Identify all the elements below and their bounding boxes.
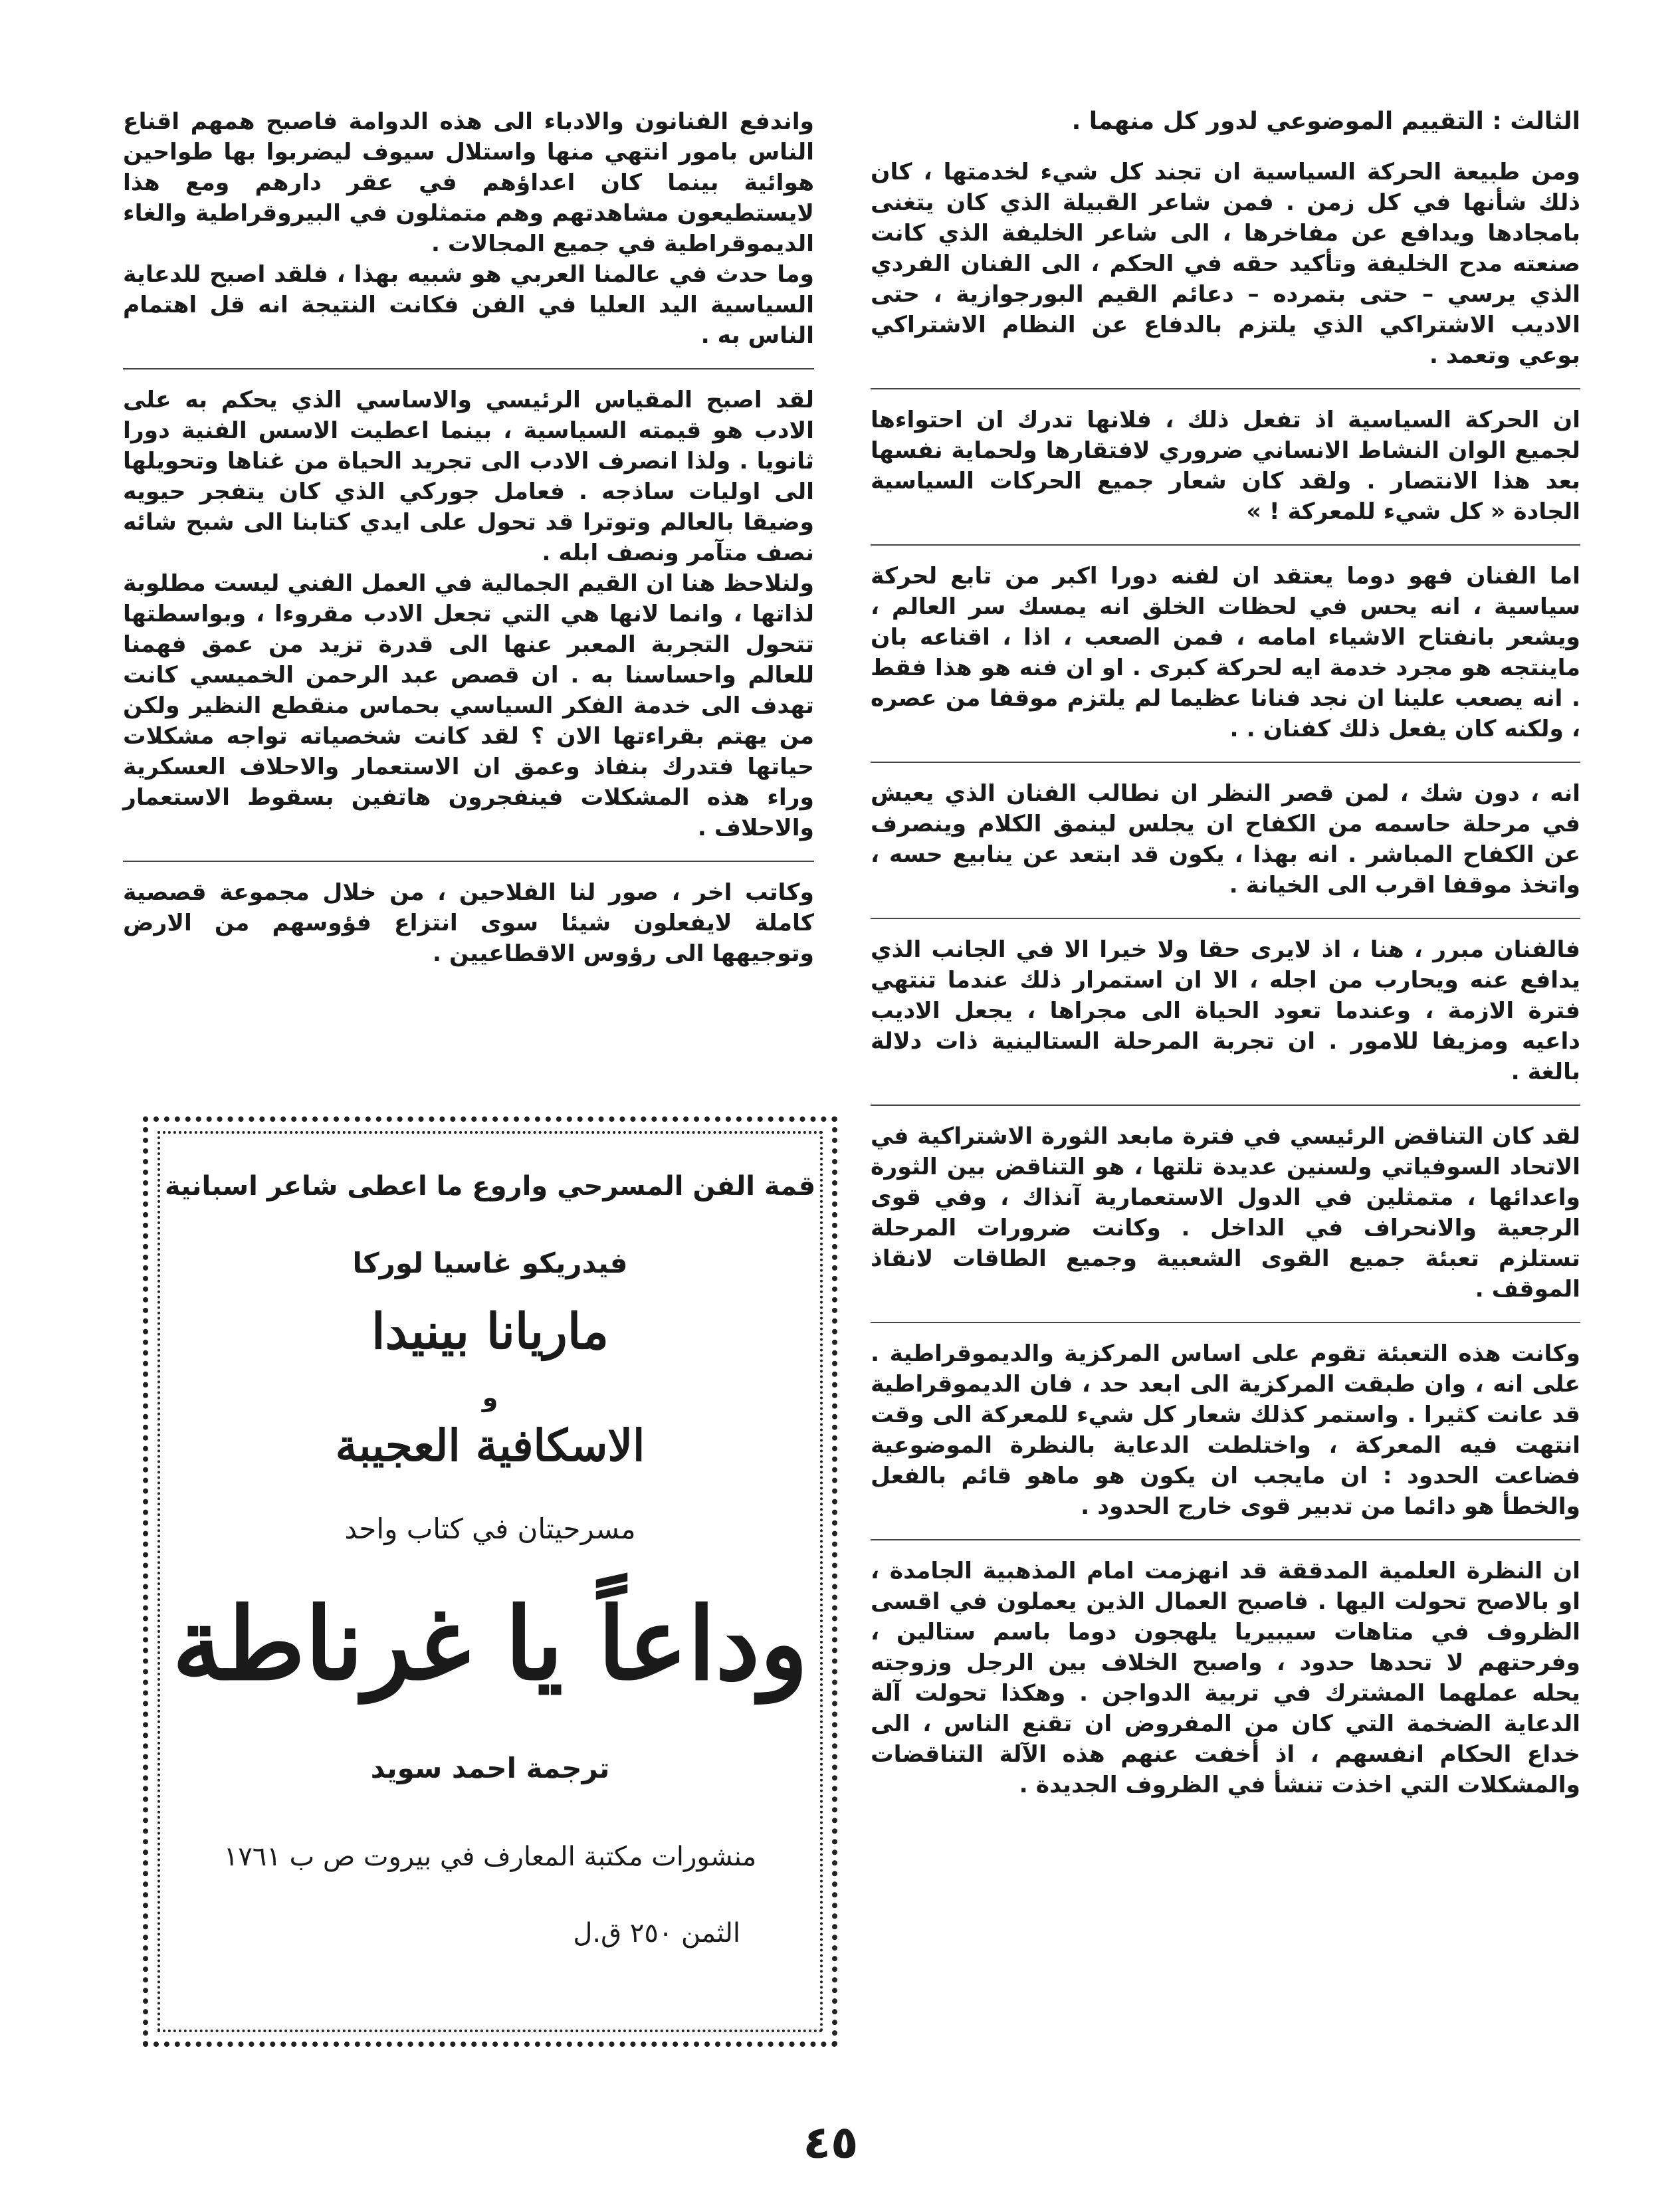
paragraph-divider [871,1539,1580,1541]
paragraph: ان الحركة السياسية اذ تفعل ذلك ، فلانها تدرك ان احتواءها لجميع الوان النشاط الانساني ضروري لافتقارها ولحماية نفسها بعد هذا الانتصار . ولقد كان شعار جميع الحركات السياسية الجادة « كل شيء للمعركة ! » [871,407,1580,525]
page-number: ٤٥ [803,2117,859,2169]
paragraph-divider [871,762,1580,764]
paragraph-divider [123,368,814,370]
paragraph: لقد اصبح المقياس الرئيسي والاساسي الذي يحكم به على الادب هو قيمته السياسية ، بينما اعطيت الاسس الفنية دورا ثانويا . ولذا انصرف الادب الى تجريد الحياة من غناها وتحويلها الى اوليات ساذجه . فعامل جوركي الذي كان يتفجر حيويه وضيقا بالعالم وتوترا قد تحول على ايدي كتابنا الى شبح شائه نصف متآمر ونصف ابله . [123,387,814,566]
paragraph: ومن طبيعة الحركة السياسية ان تجند كل شيء لخدمتها ، كان ذلك شأنها في كل زمن . فمن شاعر القبيلة الذي كان يتغنى بامجادها ويدافع عن مفاخرها ، الى شاعر الخليفة الذي كانت صنعته مدح الخليفة وتأكيد حقه في الحكم ، الى الفنان الفردي الذي يرسي – حتى بتمرده – دعائم القيم البورجوازية ، حتى الاديب الاشتراكي الذي يلتزم بالدفاع عن النظام الاشتراكي بوعي وتعمد . [871,159,1580,369]
paragraph-divider [871,918,1580,920]
ad-play-title-two: الاسكافية العجيبة [335,1420,645,1471]
paragraph: لقد كان التناقض الرئيسي في فترة مابعد الثورة الاشتراكية في الاتحاد السوفياتي ولسنين عديدة تلتها ، هو التناقض بين الثورة واعدائها ، متمثلين في الدول الاستعمارية آنذاك ، وفي قوى الرجعية والانحراف في الداخل . وكانت ضرورات المرحلة تستلزم تعبئة جميع القوى الشعبية وجميع الطاقات لانقاذ الموقف . [871,1123,1580,1303]
ad-subtitle: مسرحيتان في كتاب واحد [344,1513,636,1545]
ad-tagline: قمة الفن المسرحي واروع ما اعطى شاعر اسبانية [164,1171,816,1202]
paragraph: اما الفنان فهو دوما يعتقد ان لفنه دورا اكبر من تابع لحركة سياسية ، انه يحس في لحظات الخلق انه يمسك سر العالم ، ويشعر بانفتاح الاشياء امامه ، فمن الصعب ، اذا ، اقناعه بان ماينتجه هو مجرد خدمة ايه لحركة كبرى . او ان فنه هو هذا فقط . انه يصعب علينا ان نجد فنانا عظيما لم يلتزم موقفا من عصره ، ولكنه كان يفعل ذلك كفنان . . [871,563,1580,742]
paragraph-divider [123,861,814,863]
right-column [871,106,1580,1800]
ad-price: الثمن ٢٥٠ ق.ل [573,1918,740,1948]
ad-translator: ترجمة احمد سويد [370,1752,610,1784]
paragraph: وما حدث في عالمنا العربي هو شبيه بهذا ، فلقد اصبح للدعاية السياسية اليد العليا في الفن فكانت النتيجة انه قل اهتمام الناس به . [123,261,814,349]
paragraph: ان النظرة العلمية المدققة قد انهزمت امام المذهبية الجامدة ، او بالاصح تحولت اليها . فاصبح العمال الذين يعملون في اقسى الظروف في متاهات سيبيريا يلهجون دوما باسم ستالين ، وفرحتهم لا تحدها حدود ، واصبح الخلاف بين الرجل وزوجته يحله عملهما المشترك في تربية الدواجن . وهكذا تحولت آلة الدعاية الضخمة التي كان من المفروض ان تقنع الناس ، الى خداع الحكام انفسهم ، اذ أخفت عنهم هذه الآلة التناقضات والمشكلات التي اخذت تنشأ في الظروف الجديدة . [871,1558,1580,1798]
paragraph: انه ، دون شك ، لمن قصر النظر ان نطالب الفنان الذي يعيش في مرحلة حاسمه من الكفاح ان يجلس لينمق الكلام وينصرف عن الكفاح المباشر . انه بهذا ، يكون قد ابتعد عن ينابيع حسه ، واتخذ موقفا اقرب الى الخيانة . [871,780,1580,898]
advertisement-inner-border [158,1131,823,2032]
paragraph-divider [871,544,1580,546]
paragraph-divider [871,1322,1580,1324]
paragraph-divider [871,1104,1580,1106]
paragraph: ولنلاحظ هنا ان القيم الجمالية في العمل الفني ليست مطلوبة لذاتها ، وانما لانها هي التي تجعل الادب مقروءا ، وبواسطتها تتحول التجربة المعبر عنها الى قدرة تزيد من عمق فهمنا للعالم واحساسنا به . ان قصص عبد الرحمن الخميسي كانت تهدف الى خدمة الفكر السياسي بحماس منقطع النظير ولكن من يهتم بقراءتها الان ؟ لقد كانت شخصياته تواجه مشكلات حياتها فتدرك بنفاذ وعمق ان الاستعمار والاحلاف العسكرية وراء هذه المشكلات فينفجرون هاتفين بسقوط الاستعمار والاحلاف . [123,570,814,841]
paragraph: وكاتب اخر ، صور لنا الفلاحين ، من خلال مجموعة قصصية كاملة لايفعلون شيئا سوى انتزاع فؤوسهم من الارض وتوجيهها الى رؤوس الاقطاعيين . [123,879,814,967]
section-heading: الثالث : التقييم الموضوعي لدور كل منهما . [1071,108,1580,135]
ad-author: فيدريكو غاسيا لوركا [352,1247,628,1279]
ad-publisher: منشورات مكتبة المعارف في بيروت ص ب ١٧٦١ [223,1841,757,1872]
left-column [123,106,814,969]
paragraph-divider [871,388,1580,390]
ad-play-title-one: ماريانا بينيدا [371,1303,609,1360]
book-advertisement [143,1116,837,2047]
paragraph: وكانت هذه التعبئة تقوم على اساس المركزية والديموقراطية . على انه ، وان طبقت المركزية الى ابعد حد ، فان الديموقراطية قد عانت كثيرا . واستمر كذلك شعار كل شيء للمعركة الى وقت انتهت فيه المعركة ، واختلطت الدعاية بالنظرة الموضوعية فضاعت الحدود : ان مايجب ان يكون هو ماهو قائم بالفعل والخطأ هو دائما من تدبير قوى خارج الحدود . [871,1340,1580,1520]
paragraph: فالفنان مبرر ، هنا ، اذ لايرى حقا ولا خيرا الا في الجانب الذي يدافع عنه ويحارب من اجله ، الا ان استمرار ذلك عندما تنتهي فترة الازمة ، وعندما تعود الحياة الى مجراها ، يجعل الاديب داعيه ومزيفا للامور . ان تجربة المرحلة الستالينية ذات دلالة بالغة . [871,936,1580,1085]
ad-book-title: وداعاً يا غرناطة [172,1586,808,1703]
paragraph: واندفع الفنانون والادباء الى هذه الدوامة فاصبح همهم اقناع الناس بامور انتهي منها واستلال سيوف ليضربوا بها طواحين هوائية بينما كان اعداؤهم في عقر دارهم ومع هذا لايستطيعون مشاهدتهم وهم متمثلون في البيروقراطية والغاء الديموقراطية في جميع المجالات . [123,108,814,257]
ad-conjunction: و [482,1383,498,1412]
